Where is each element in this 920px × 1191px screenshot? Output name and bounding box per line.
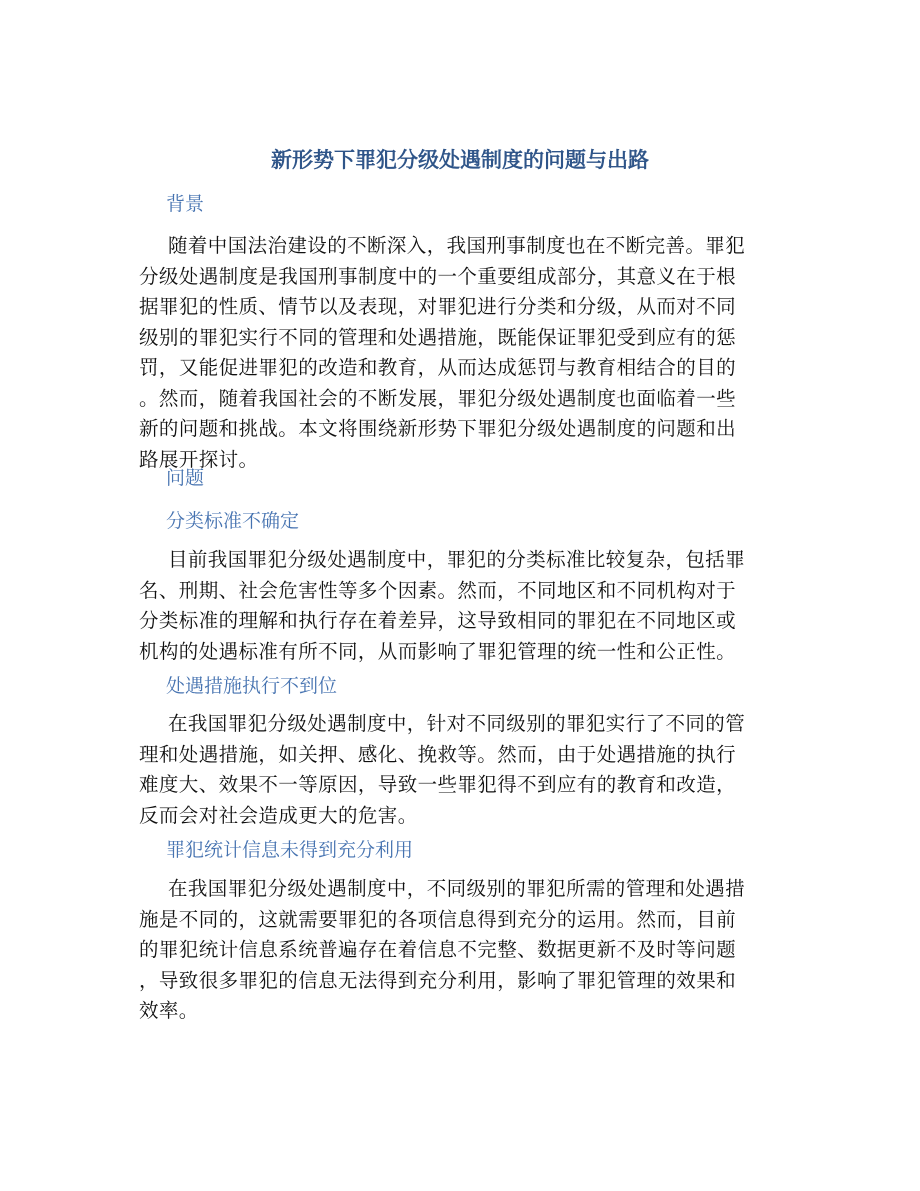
paragraph-line: 机构的处遇标准有所不同，从而影响了罪犯管理的统一性和公正性。: [139, 639, 737, 663]
paragraph-line: 施是不同的，这就需要罪犯的各项信息得到充分的运用。然而，目前: [139, 907, 737, 931]
paragraph-line: 在我国罪犯分级处遇制度中，不同级别的罪犯所需的管理和处遇措: [168, 877, 746, 900]
paragraph-background: [139, 231, 779, 475]
paragraph-line: 效率。: [139, 999, 199, 1022]
section-heading-classification: 分类标准不确定: [166, 510, 300, 532]
paragraph-line: 据罪犯的性质、情节以及表现，对罪犯进行分类和分级，从而对不同: [139, 295, 737, 318]
paragraph-statistics: [139, 874, 779, 1027]
paragraph-line: 新的问题和挑战。本文将围绕新形势下罪犯分级处遇制度的问题和出: [139, 417, 737, 440]
section-heading-problems: 问题: [166, 467, 205, 489]
paragraph-measures: [139, 709, 779, 831]
paragraph-line: 分类标准的理解和执行存在着差异，这导致相同的罪犯在不同地区或: [139, 609, 737, 632]
paragraph-line: 的罪犯统计信息系统普遍存在着信息不完整、数据更新不及时等问题: [139, 938, 737, 961]
paragraph-line: 在我国罪犯分级处遇制度中，针对不同级别的罪犯实行了不同的管: [168, 712, 746, 735]
section-heading-measures: 处遇措施执行不到位: [166, 675, 338, 697]
paragraph-line: 理和处遇措施，如关押、感化、挽救等。然而，由于处遇措施的执行: [139, 742, 737, 766]
paragraph-line: 随着中国法治建设的不断深入，我国刑事制度也在不断完善。罪犯: [168, 234, 746, 257]
paragraph-line: 反而会对社会造成更大的危害。: [139, 803, 418, 827]
section-heading-statistics: 罪犯统计信息未得到充分利用: [166, 839, 414, 861]
section-heading-background: 背景: [166, 193, 205, 215]
paragraph-line: 分级处遇制度是我国刑事制度中的一个重要组成部分，其意义在于根: [139, 264, 737, 288]
paragraph-line: 名、刑期、社会危害性等多个因素。然而，不同地区和不同机构对于: [139, 578, 737, 602]
document-title: 新形势下罪犯分级处遇制度的问题与出路: [271, 148, 649, 172]
paragraph-line: 目前我国罪犯分级处遇制度中，罪犯的分类标准比较复杂，包括罪: [168, 548, 746, 571]
paragraph-classification: [139, 545, 779, 667]
paragraph-line: 。然而，随着我国社会的不断发展，罪犯分级处遇制度也面临着一些: [139, 386, 737, 410]
paragraph-line: 罚，又能促进罪犯的改造和教育，从而达成惩罚与教育相结合的目的: [139, 356, 737, 379]
paragraph-line: 难度大、效果不一等原因，导致一些罪犯得不到应有的教育和改造，: [139, 773, 737, 796]
paragraph-line: 路展开探讨。: [139, 447, 259, 471]
paragraph-line: 级别的罪犯实行不同的管理和处遇措施，既能保证罪犯受到应有的惩: [139, 325, 737, 349]
paragraph-line: ，导致很多罪犯的信息无法得到充分利用，影响了罪犯管理的效果和: [139, 968, 737, 992]
